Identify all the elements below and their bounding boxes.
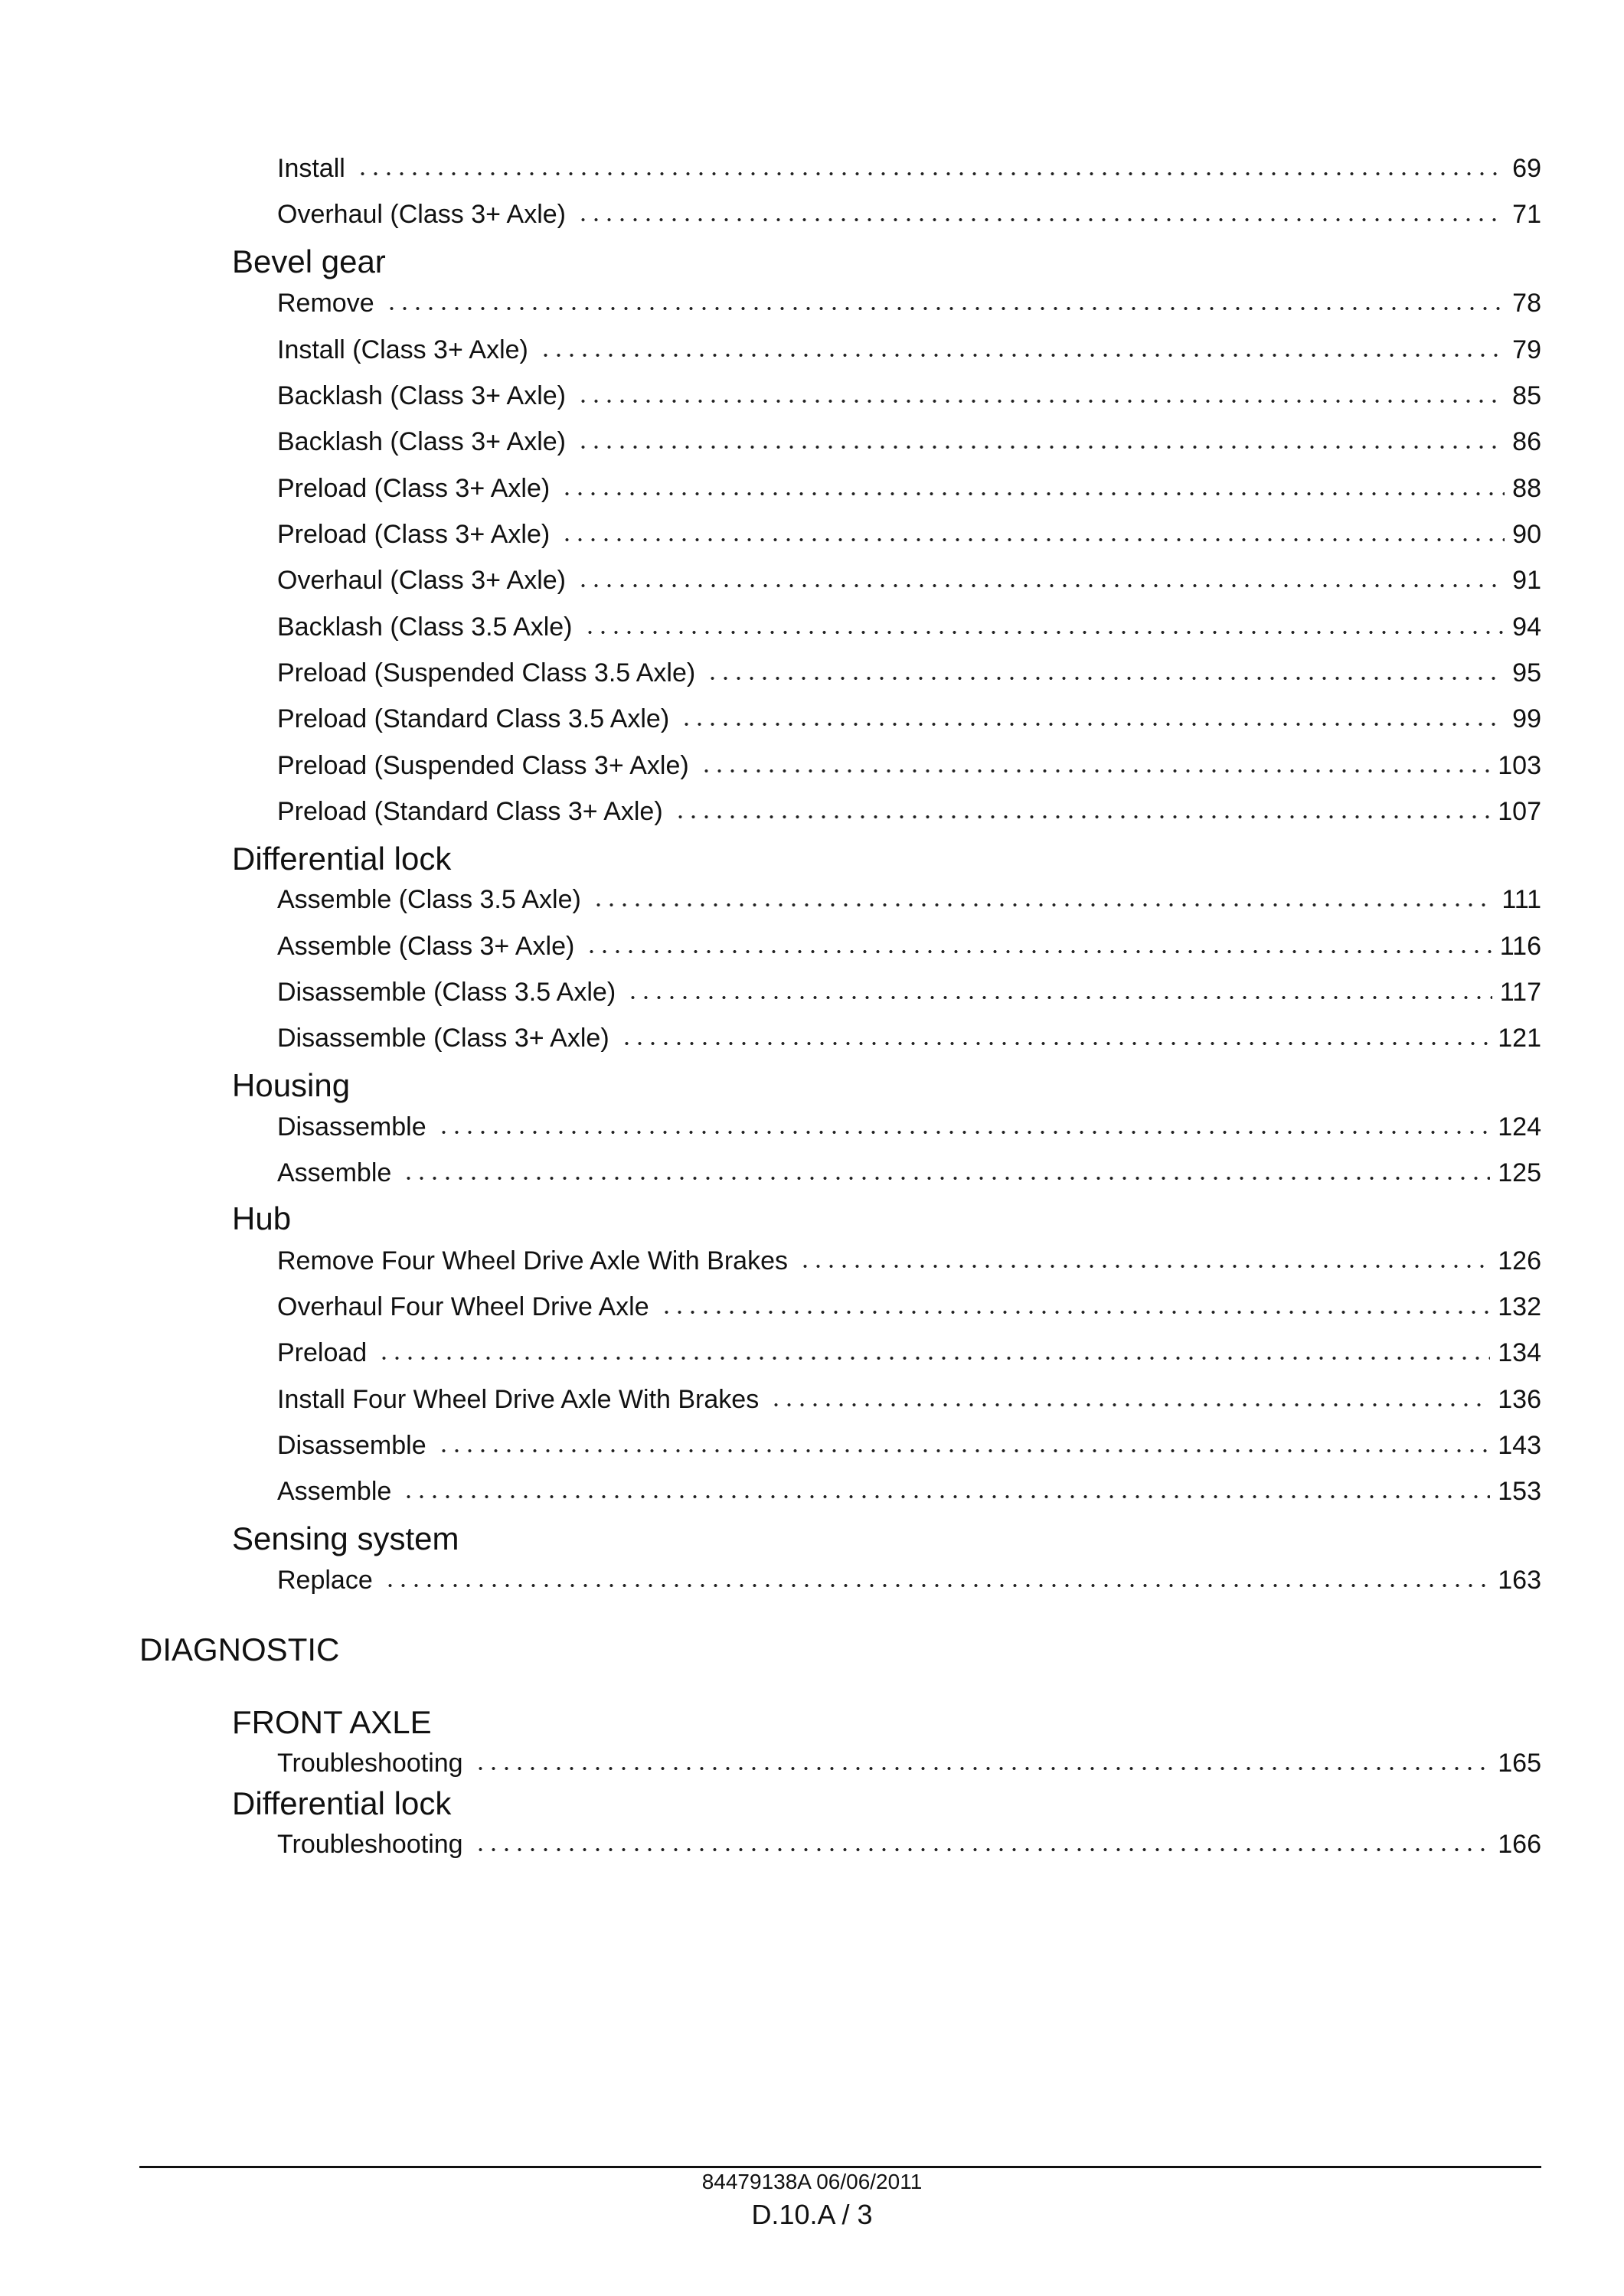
toc-dot-leader [474,1834,1491,1855]
toc-entry-page-number: 95 [1512,658,1541,687]
toc-dot-leader [620,1027,1491,1049]
toc-dot-leader [385,292,1505,314]
toc-entry-label: Replace [277,1566,373,1595]
toc-dot-leader [356,158,1505,179]
toc-entry-label: Disassemble [277,1112,426,1141]
toc-entry-page-number: 69 [1512,154,1541,183]
toc-entry-label: Assemble (Class 3.5 Axle) [277,885,581,914]
toc-entry-label: Backlash (Class 3.5 Axle) [277,612,573,642]
toc-entry[interactable] [277,928,1541,962]
toc-entry-page-number: 78 [1512,289,1541,318]
toc-entry[interactable] [277,1334,1541,1368]
toc-entry-page-number: 90 [1512,520,1541,549]
toc-entry[interactable] [277,377,1541,411]
toc-entry-label: Overhaul Four Wheel Drive Axle [277,1292,649,1321]
toc-dot-leader [402,1481,1490,1502]
toc-entry-label: Assemble [277,1158,392,1187]
toc-entry[interactable] [277,1020,1541,1053]
toc-heading: Housing [232,1067,351,1103]
toc-dot-leader [402,1162,1490,1184]
toc-entry[interactable] [277,150,1541,184]
toc-entry-page-number: 91 [1512,566,1541,595]
toc-entry-page-number: 136 [1498,1385,1541,1414]
toc-dot-leader [560,478,1505,499]
toc-entry-label: Preload (Suspended Class 3.5 Axle) [277,658,696,687]
toc-dot-leader [577,431,1505,452]
toc-entry-page-number: 121 [1498,1024,1541,1053]
toc-entry-page-number: 165 [1498,1749,1541,1778]
toc-entry[interactable] [277,1288,1541,1322]
toc-entry[interactable] [277,609,1541,642]
toc-entry-label: Install Four Wheel Drive Axle With Brakes [277,1385,760,1414]
toc-entry[interactable] [277,1381,1541,1415]
toc-entry-page-number: 124 [1498,1112,1541,1141]
toc-dot-leader [680,708,1505,730]
toc-dot-leader [660,1296,1491,1318]
toc-dot-leader [585,936,1492,957]
toc-entry-label: Backlash (Class 3+ Axle) [277,381,566,410]
toc-entry-label: Preload (Standard Class 3.5 Axle) [277,704,670,733]
toc-entry-page-number: 166 [1498,1830,1541,1859]
toc-entry-label: Assemble [277,1477,392,1506]
toc-entry[interactable] [277,1826,1541,1860]
toc-dot-leader [377,1342,1490,1364]
toc-entry-label: Overhaul (Class 3+ Axle) [277,200,566,229]
toc-heading: Sensing system [232,1520,459,1556]
toc-entry[interactable] [277,196,1541,230]
toc-entry-page-number: 86 [1512,427,1541,456]
toc-dot-leader [583,616,1505,638]
toc-entry-label: Preload (Suspended Class 3+ Axle) [277,751,689,780]
toc-heading: Hub [232,1200,292,1236]
toc-section-title: DIAGNOSTIC [139,1631,340,1667]
toc-dot-leader [700,755,1491,776]
toc-entry-label: Preload (Class 3+ Axle) [277,474,551,503]
toc-heading: FRONT AXLE [232,1704,432,1740]
toc-entry-label: Preload (Class 3+ Axle) [277,520,551,549]
footer-divider [139,2166,1541,2168]
toc-entry[interactable] [277,562,1541,596]
toc-heading: Differential lock [232,841,452,877]
toc-entry[interactable] [277,881,1541,915]
toc-dot-leader [474,1752,1491,1774]
toc-entry[interactable] [277,655,1541,688]
toc-entry-label: Install (Class 3+ Axle) [277,335,528,364]
toc-entry-label: Disassemble (Class 3+ Axle) [277,1024,609,1053]
toc-dot-leader [539,339,1505,361]
toc-entry-page-number: 153 [1498,1477,1541,1506]
toc-entry-label: Install [277,154,345,183]
toc-entry-page-number: 107 [1498,797,1541,826]
toc-entry-page-number: 71 [1512,200,1541,229]
toc-dot-leader [577,570,1505,591]
toc-entry-label: Assemble (Class 3+ Axle) [277,932,575,961]
footer-document-code: 84479138A 06/06/2011 [701,2170,923,2193]
toc-entry-page-number: 79 [1512,335,1541,364]
toc-entry-page-number: 132 [1498,1292,1541,1321]
toc-entry-page-number: 99 [1512,704,1541,733]
toc-dot-leader [384,1569,1491,1591]
toc-dot-leader [770,1389,1490,1410]
toc-dot-leader [577,385,1505,407]
toc-entry-page-number: 111 [1501,885,1541,914]
toc-entry-page-number: 125 [1498,1158,1541,1187]
toc-entry[interactable] [277,1745,1541,1778]
toc-entry[interactable] [277,974,1541,1008]
toc-dot-leader [799,1250,1490,1272]
toc-dot-leader [592,889,1495,910]
toc-entry-page-number: 103 [1498,751,1541,780]
toc-entry-page-number: 143 [1498,1431,1541,1460]
toc-entry-label: Remove Four Wheel Drive Axle With Brakes [277,1246,788,1275]
toc-entry-page-number: 163 [1498,1566,1541,1595]
toc-entry[interactable] [277,1427,1541,1461]
toc-entry[interactable] [277,331,1541,365]
toc-entry-label: Remove [277,289,374,318]
toc-entry-page-number: 88 [1512,474,1541,503]
toc-heading: Bevel gear [232,243,386,279]
toc-dot-leader [560,524,1505,545]
toc-entry-page-number: 117 [1499,978,1541,1007]
toc-entry-page-number: 134 [1498,1338,1541,1367]
toc-entry-label: Disassemble (Class 3.5 Axle) [277,978,616,1007]
toc-entry-page-number: 85 [1512,381,1541,410]
toc-heading: Differential lock [232,1785,452,1821]
toc-entry-page-number: 116 [1499,932,1541,961]
toc-entry-page-number: 94 [1512,612,1541,642]
toc-entry[interactable] [277,701,1541,734]
toc-entry[interactable] [277,1243,1541,1276]
toc-entry-label: Disassemble [277,1431,426,1460]
toc-entry[interactable] [277,747,1541,781]
toc-entry[interactable] [277,1155,1541,1188]
toc-entry[interactable] [277,285,1541,318]
toc-entry-label: Troubleshooting [277,1830,463,1859]
toc-entry-label: Preload [277,1338,368,1367]
toc-dot-leader [706,662,1505,684]
footer-page-number: D.10.A / 3 [751,2199,873,2230]
toc-entry-label: Backlash (Class 3+ Axle) [277,427,566,456]
toc-entry[interactable] [277,516,1541,550]
toc-dot-leader [437,1435,1491,1456]
toc-dot-leader [437,1116,1491,1138]
toc-entry-label: Preload (Standard Class 3+ Axle) [277,797,663,826]
toc-entry[interactable] [277,423,1541,457]
toc-entry[interactable] [277,1109,1541,1142]
toc-dot-leader [577,204,1505,225]
toc-entry-label: Overhaul (Class 3+ Axle) [277,566,566,595]
toc-dot-leader [626,981,1492,1003]
toc-entry[interactable] [277,793,1541,827]
toc-entry[interactable] [277,470,1541,504]
toc-entry-label: Troubleshooting [277,1749,463,1778]
toc-entry-page-number: 126 [1498,1246,1541,1275]
toc-dot-leader [674,801,1491,822]
toc-entry[interactable] [277,1562,1541,1595]
toc-entry[interactable] [277,1473,1541,1507]
